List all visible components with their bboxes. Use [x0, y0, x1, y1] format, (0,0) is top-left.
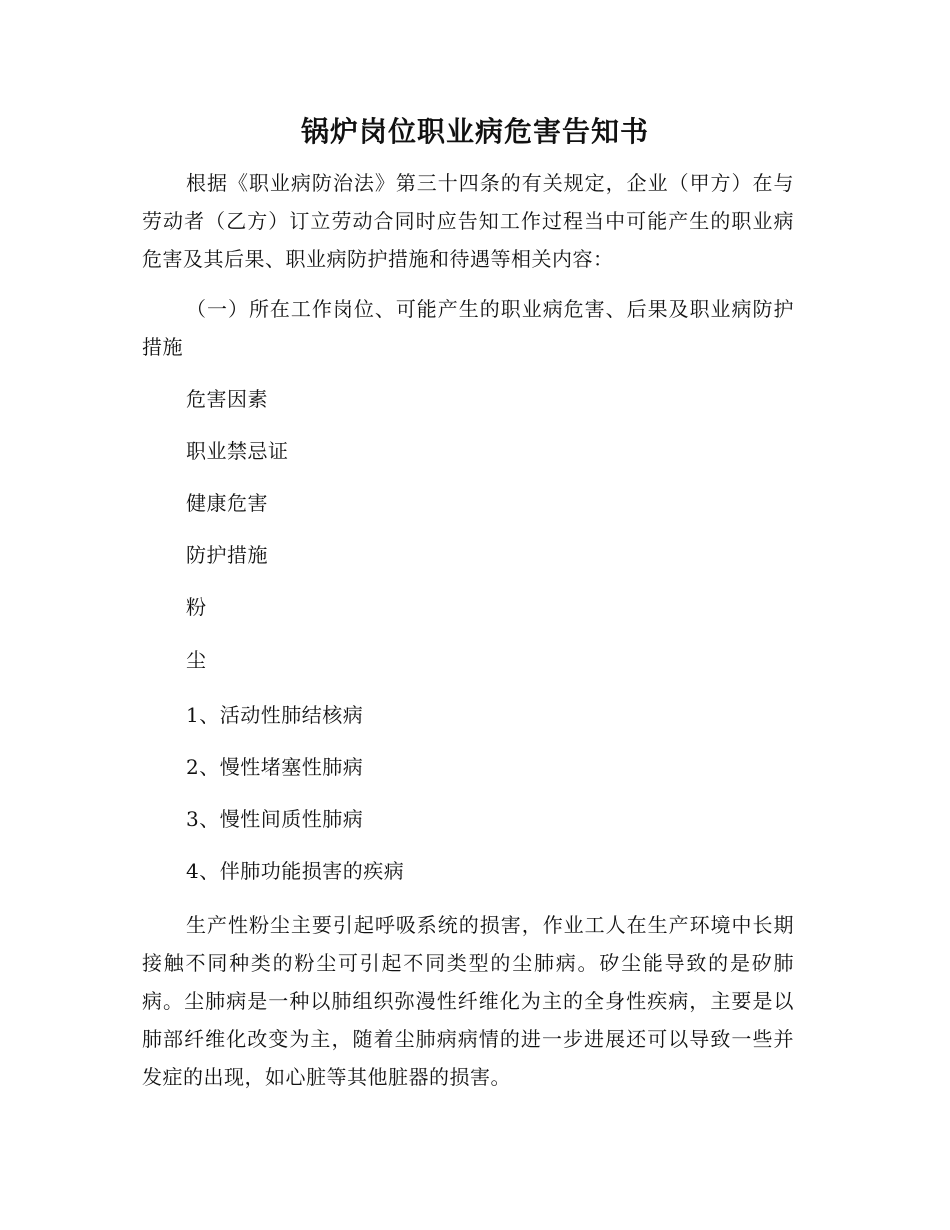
list-item: 2、慢性堵塞性肺病 — [186, 755, 364, 779]
list-item: 职业禁忌证 — [186, 439, 289, 463]
section-one-heading: （一）所在工作岗位、可能产生的职业病危害、后果及职业病防护措施 — [142, 297, 794, 359]
document-title: 锅炉岗位职业病危害告知书 — [300, 115, 649, 148]
intro-paragraph: 根据《职业病防治法》第三十四条的有关规定，企业（甲方）在与劳动者（乙方）订立劳动合同时应告知工作过程当中可能产生的职业病危害及其后果、职业病防护措施和待遇等相关内容： — [142, 171, 794, 271]
list-item: 健康危害 — [186, 491, 268, 515]
list-item: 1、活动性肺结核病 — [186, 703, 364, 727]
list-item: 危害因素 — [186, 387, 268, 411]
list-item: 防护措施 — [186, 543, 268, 567]
list-item: 4、伴肺功能损害的疾病 — [186, 859, 405, 883]
dust-paragraph: 生产性粉尘主要引起呼吸系统的损害，作业工人在生产环境中长期接触不同种类的粉尘可引起不同类型的尘肺病。矽尘能导致的是矽肺病。尘肺病是一种以肺组织弥漫性纤维化为主的全身性疾病，主要是以肺部纤维化改变为主，随着尘肺病病情的进一步进展还可以导致一些并发症的出现，如心脏等其他脏器的损害。 — [142, 913, 794, 1089]
list-item: 粉 — [186, 595, 207, 619]
list-item: 尘 — [186, 648, 207, 672]
list-item: 3、慢性间质性肺病 — [186, 807, 364, 831]
